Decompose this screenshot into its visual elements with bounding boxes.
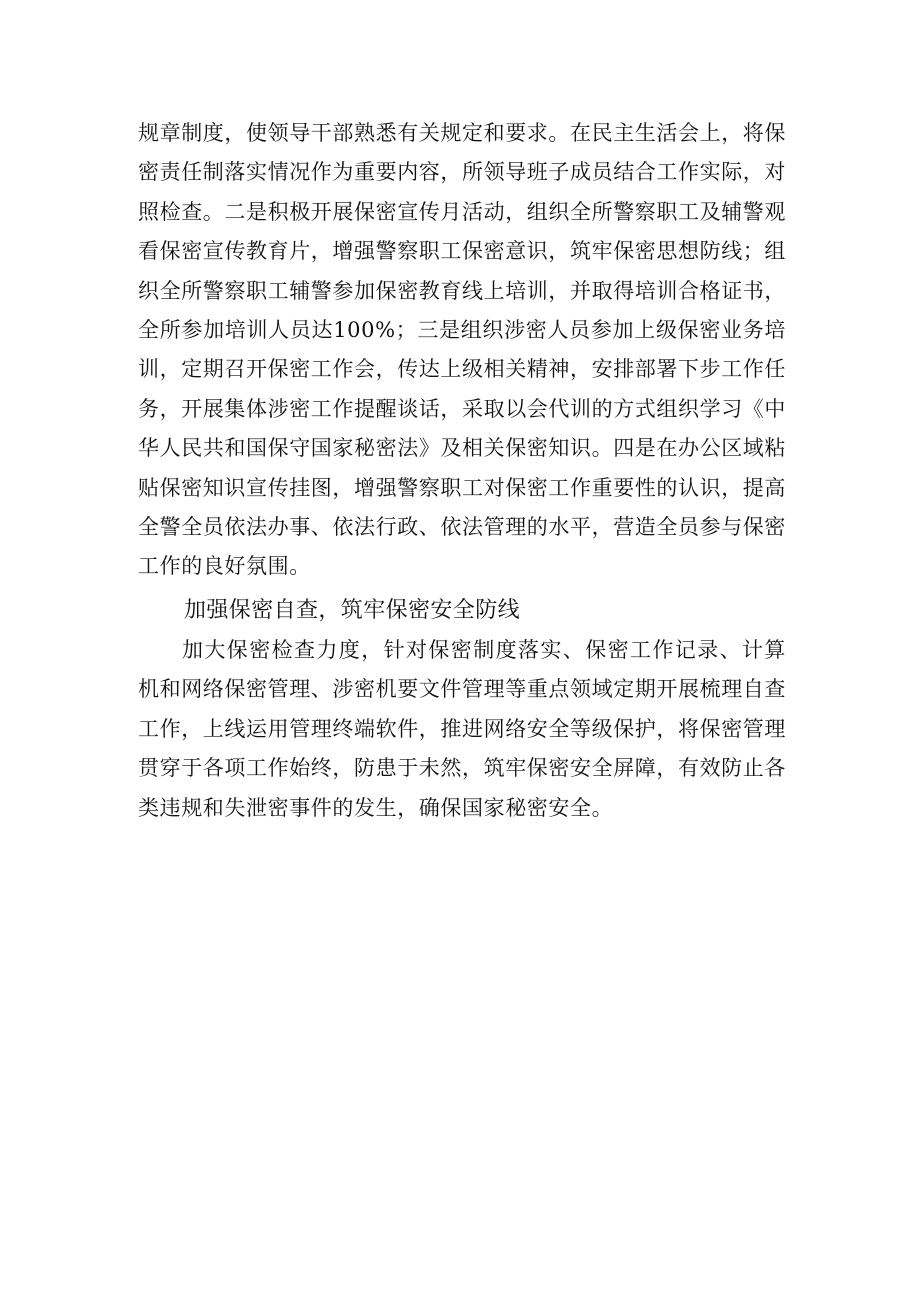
section-heading: 加强保密自查，筑牢保密安全防线 (184, 597, 521, 623)
paragraph-spacer (138, 587, 786, 589)
body-paragraph-continued: 规章制度，使领导干部熟悉有关规定和要求。在民主生活会上，将保密责任制落实情况作为重要内容，所领导班子成员结合工作实际，对照检查。二是积极开展保密宣传月活动，组织全所警察职工及辅警观看保密宣传教育片，增强警察职工保密意识，筑牢保密思想防线；组织全所警察职工辅警参加保密教育线上培训，并取得培训合格证书，全所参加培训人员达100%；三是组织涉密人员参加上级保密业务培训，定期召开保密工作会，传达上级相关精神，安排部署下步工作任务，开展集体涉密工作提醒谈话，采取以会代训的方式组织学习《中华人民共和国保守国家秘密法》及相关保密知识。四是在办公区域粘贴保密知识宣传挂图，增强警察职工对保密工作重要性的认识，提高全警全员依法办事、依法行政、依法管理的水平，营造全员参与保密工作的良好氛围。 (138, 121, 786, 579)
body-paragraph: 加大保密检查力度，针对保密制度落实、保密工作记录、计算机和网络保密管理、涉密机要文件管理等重点领域定期开展梳理自查工作，上线运用管理终端软件，推进网络安全等级保护，将保密管理贯穿于各项工作始终，防患于未然，筑牢保密安全屏障，有效防止各类违规和失泄密事件的发生，确保国家秘密安全。 (138, 637, 786, 820)
document-body (138, 114, 786, 828)
